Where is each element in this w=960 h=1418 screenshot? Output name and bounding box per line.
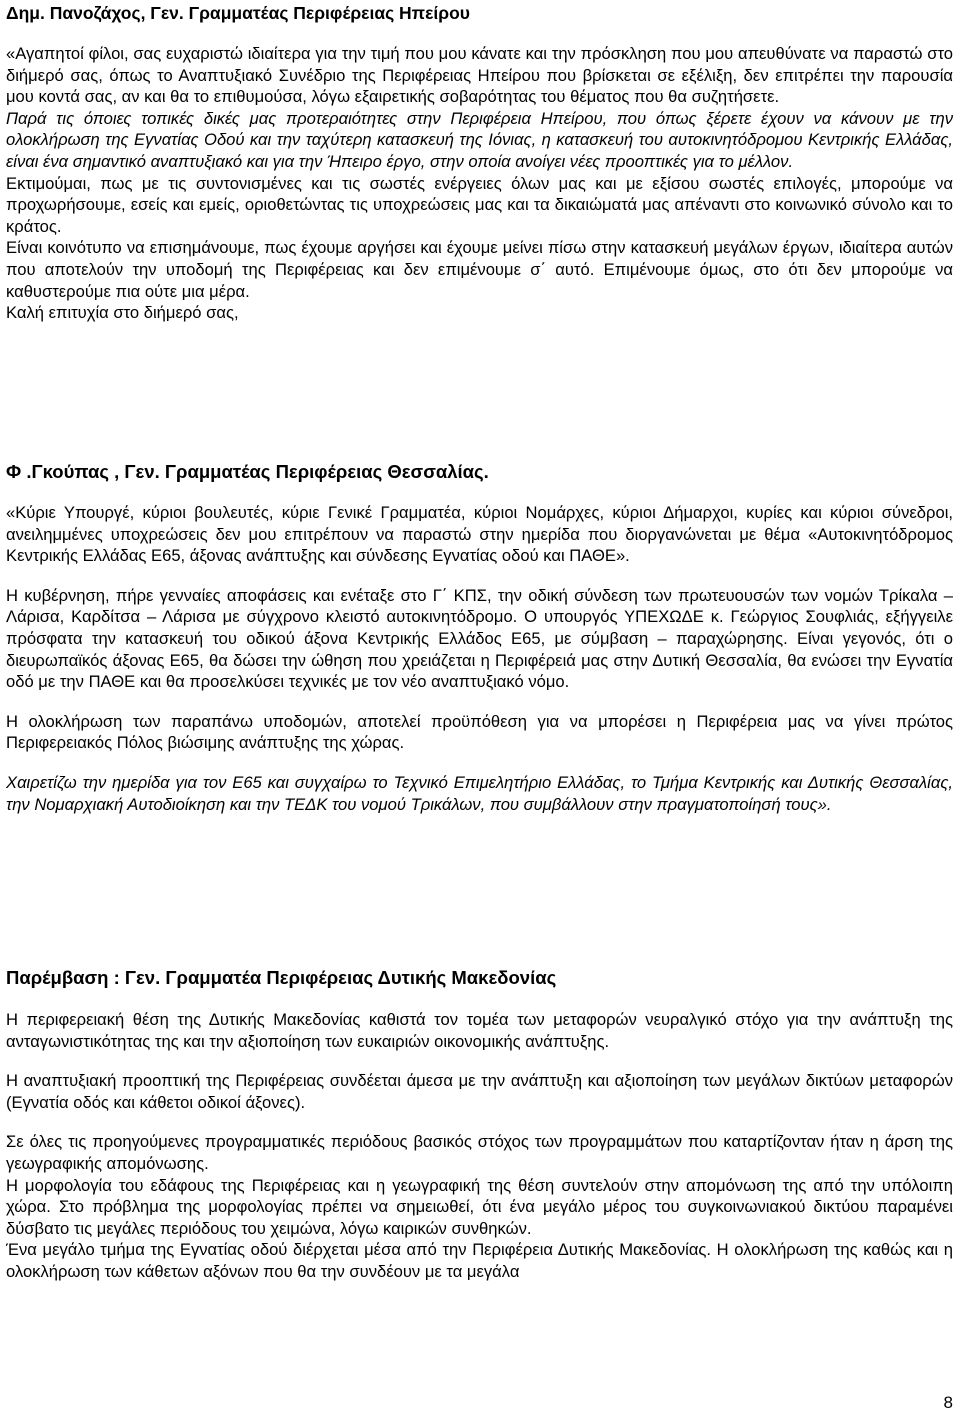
paragraph: Η κυβέρνηση, πήρε γενναίες αποφάσεις και ενέταξε στο Γ΄ ΚΠΣ, την οδική σύνδεση των πρωτευουσών των νομών Τρίκαλα –Λάρισα, Καρδίτσα – Λάρισα με σύγχρονο κλειστό αυτοκινητόδρομο. Ο υπουργός ΥΠΕΧΩΔΕ κ. Γεώργιος Σουφλιάς, εξήγγειλε πρόσφατα την κατασκευή του οδικού άξονα Κεντρικής Ελλάδος Ε65, με σύμβαση – παραχώρησης. Είναι γεγονός, ότι ο διευρωπαϊκός άξονας Ε65, θα δώσει την ώθηση που χρειάζεται η Περιφέρειά μας στην Δυτική Θεσσαλία, θα ενώσει την Εγνατία οδό με την ΠΑΘΕ και θα προσελκύσει τεχνικές με τον νέο αναπτυξιακό νόμο. bbox=[6, 585, 953, 692]
page-number: 8 bbox=[943, 1393, 953, 1412]
section-epirus bbox=[6, 43, 953, 324]
section-thessaly bbox=[6, 460, 953, 815]
section-west-macedonia bbox=[6, 966, 953, 1283]
paragraph: Καλή επιτυχία στο διήμερό σας, bbox=[6, 303, 239, 323]
paragraph: Παρά τις όποιες τοπικές δικές μας προτεραιότητες στην Περιφέρεια Ηπείρου, που όπως ξέρετε έχουν να κάνουν με την ολοκλήρωση της Εγνατίας Οδού και την ταχύτερη κατασκευή της Ιόνιας, η κατασκευή του αυτοκινητόδρομου Κεντρικής Ελλάδας, είναι ένα σημαντικό αναπτυξιακό και για την Ήπειρο έργο, στην οποία ανοίγει νέες προοπτικές για το μέλλον. bbox=[6, 108, 953, 171]
paragraph: Η ολοκλήρωση των παραπάνω υποδομών, αποτελεί προϋπόθεση για να μπορέσει η Περιφέρεια μας να γίνει πρώτος Περιφερειακός Πόλος βιώσιμης ανάπτυξης της χώρας. bbox=[6, 711, 953, 753]
paragraph: «Αγαπητοί φίλοι, σας ευχαριστώ ιδιαίτερα για την τιμή που μου κάνατε και την πρόσκληση που μου απευθύνατε να παραστώ στο διήμερό σας, όπως το Αναπτυξιακό Συνέδριο της Περιφέρειας Ηπείρου που βρίσκεται σε εξέλιξη, δεν επιτρέπει την παρουσία μου κοντά σας, αν και θα το επιθυμούσα, λόγω εξαιρετικής σοβαρότητας του θέματος που θα συζητήσετε. bbox=[6, 44, 953, 107]
paragraph: Η μορφολογία του εδάφους της Περιφέρειας και η γεωγραφική της θέση συντελούν στην απομόνωση της από την υπόλοιπη χώρα. Στο πρόβλημα της μορφολογίας πρέπει να σημειωθεί, ότι ένα μεγάλο μέρος του συγκοινωνιακού δικτύου παραμένει δύσβατο τις μεγάλες περιόδους του χειμώνα, λόγω καιρικών συνθηκών. bbox=[6, 1175, 953, 1238]
paragraph: Είναι κοινότυπο να επισημάνουμε, πως έχουμε αργήσει και έχουμε μείνει πίσω στην κατασκευή μεγάλων έργων, ιδιαίτερα αυτών που αποτελούν την υποδομή της Περιφέρειας και δεν επιμένουμε σ΄ αυτό. Επιμένουμε όμως, στο ότι δεν μπορούμε να καθυστερούμε πια ούτε μια μέρα. bbox=[6, 238, 953, 301]
paragraph: Σε όλες τις προηγούμενες προγραμματικές περιόδους βασικός στόχος των προγραμμάτων που καταρτίζονταν ήταν η άρση της γεωγραφικής απομόνωσης. bbox=[6, 1132, 953, 1173]
paragraph: Εκτιμούμαι, πως με τις συντονισμένες και τις σωστές ενέργειες όλων μας και με εξίσου σωστές επιλογές, μπορούμε να προχωρήσουμε, εσείς και εμείς, οριοθετώντας τις υποχρεώσεις μας και τα δικαιώματά μας απέναντι στο κοινωνικό σύνολο και το κράτος. bbox=[6, 173, 953, 236]
paragraph: Η περιφερειακή θέση της Δυτικής Μακεδονίας καθιστά τον τομέα των μεταφορών νευραλγικό στόχο για την ανάπτυξη της ανταγωνιστικότητας της και την αξιοποίηση των ευκαιριών οικονομικής ανάπτυξης. bbox=[6, 1010, 953, 1051]
section-heading-thessaly: Φ .Γκούπας , Γεν. Γραμματέας Περιφέρειας Θεσσαλίας. bbox=[6, 461, 489, 482]
section-heading-epirus: Δημ. Πανοζάχος, Γεν. Γραμματέας Περιφέρειας Ηπείρου bbox=[6, 3, 470, 23]
paragraph: Η αναπτυξιακή προοπτική της Περιφέρειας συνδέεται άμεσα με την ανάπτυξη και αξιοποίηση των μεγάλων δικτύων μεταφορών (Εγνατία οδός και κάθετοι οδικοί άξονες). bbox=[6, 1071, 953, 1112]
paragraph: Ένα μεγάλο τμήμα της Εγνατίας οδού διέρχεται μέσα από την Περιφέρεια Δυτικής Μακεδονίας. Η ολοκλήρωση της καθώς και η ολοκλήρωση των κάθετων αξόνων που θα την συνδέουν με τα μεγάλα bbox=[6, 1240, 953, 1281]
section-heading-west-macedonia: Παρέμβαση : Γεν. Γραμματέα Περιφέρειας Δυτικής Μακεδονίας bbox=[6, 967, 557, 988]
paragraph: Χαιρετίζω την ημερίδα για τον Ε65 και συγχαίρω το Τεχνικό Επιμελητήριο Ελλάδας, το Τμήμα Κεντρικής και Δυτικής Θεσσαλίας, την Νομαρχιακή Αυτοδιοίκηση και την ΤΕΔΚ του νομού Τρικάλων, που συμβάλλουν στην πραγματοποίησή τους». bbox=[6, 772, 953, 814]
paragraph: «Κύριε Υπουργέ, κύριοι βουλευτές, κύριε Γενικέ Γραμματέα, κύριοι Νομάρχες, κύριοι Δήμαρχοι, κυρίες και κύριοι σύνεδροι, ανειλημμένες υποχρεώσεις δεν μου επιτρέπουν να παραστώ στην ημερίδα που διοργανώνεται με θέμα «Αυτοκινητόδρομος Κεντρικής Ελλάδας Ε65, άξονας ανάπτυξης και σύνδεσης Εγνατίας οδού και ΠΑΘΕ». bbox=[6, 503, 953, 566]
